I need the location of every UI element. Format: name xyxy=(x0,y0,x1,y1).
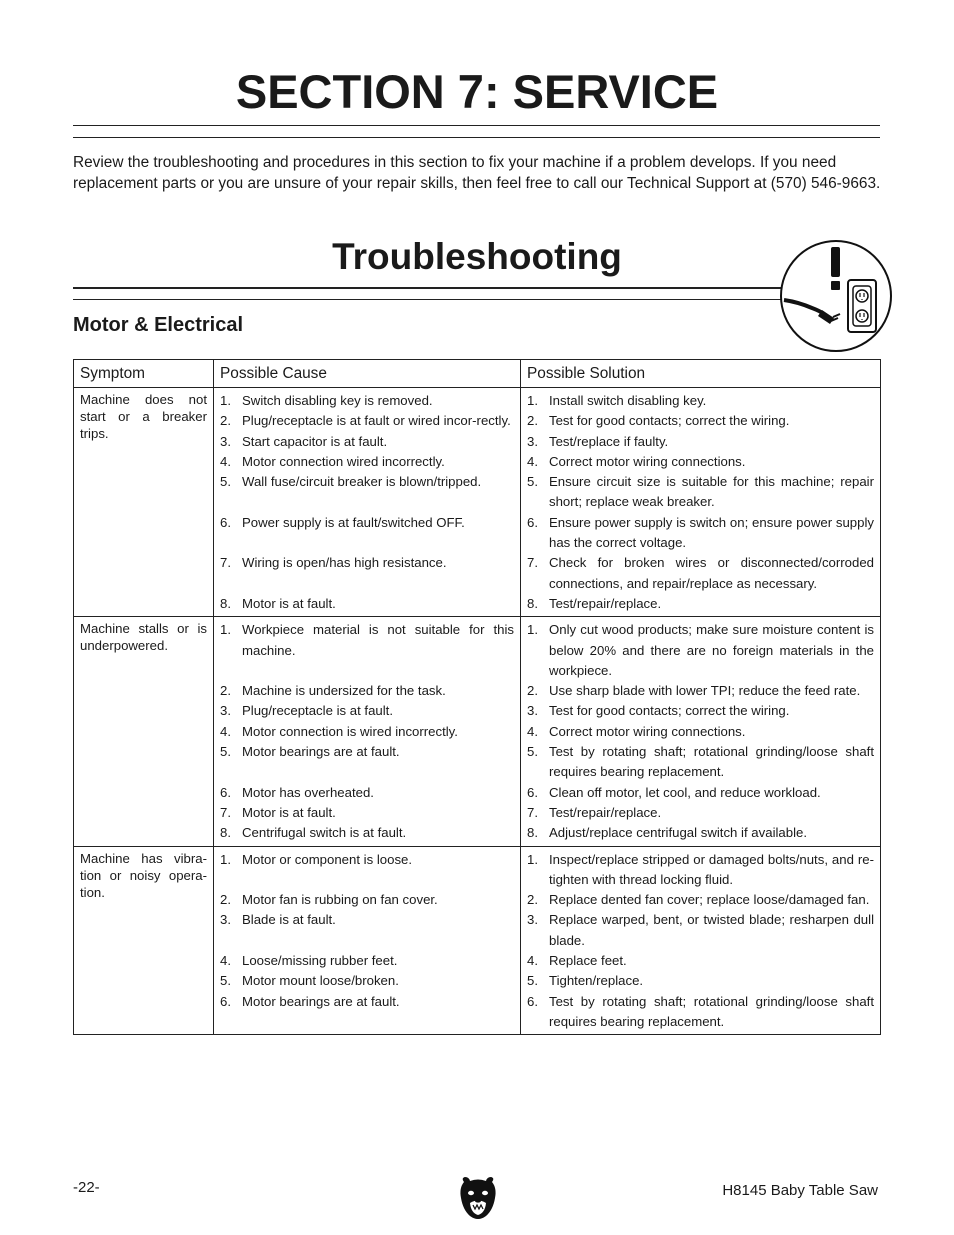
cause-text: Motor is at fault. xyxy=(242,804,336,820)
item-number: 2. xyxy=(527,413,538,429)
solution-item xyxy=(527,513,874,554)
cause-item xyxy=(220,850,514,891)
cause-list xyxy=(220,620,514,843)
cause-text: Motor fan is rubbing on fan cover. xyxy=(242,892,438,908)
solution-text: Tighten/replace. xyxy=(549,973,644,989)
cause-item xyxy=(220,890,514,910)
solution-text: Test for good contacts; correct the wiring. xyxy=(549,703,790,719)
solution-item xyxy=(527,472,874,513)
solution-list xyxy=(527,620,874,843)
solution-item xyxy=(527,783,874,803)
cause-text: Motor or component is loose. xyxy=(242,851,413,867)
item-number: 4. xyxy=(527,453,538,469)
item-number: 4. xyxy=(220,453,231,469)
cause-text: Switch disabling key is removed. xyxy=(242,393,433,408)
cause-text: Workpiece material is not suitable for this machine. xyxy=(242,622,514,658)
cause-text: Plug/receptacle is at fault or wired incor-rectly. xyxy=(242,413,511,429)
section-title: SECTION 7: SERVICE xyxy=(235,65,719,118)
item-number: 1. xyxy=(527,393,538,408)
cause-item xyxy=(220,992,514,1033)
solution-item xyxy=(527,701,874,721)
model-name: H8145 Baby Table Saw xyxy=(722,1182,878,1199)
item-number: 1. xyxy=(527,851,538,867)
solution-item xyxy=(527,742,874,783)
intro-paragraph: Review the troubleshooting and procedures in this section to fix your machine if a problem develops. If you need replacement parts or you are unsure of your repair skills, then feel free to call our Technical Support at (570) 546-9663. xyxy=(73,154,881,192)
solution-text: Use sharp blade with lower TPI; reduce the feed rate. xyxy=(549,683,861,699)
solution-text: Adjust/replace centrifugal switch if available. xyxy=(549,825,808,841)
solution-text: Only cut wood products; make sure moisture content is below 20% and there are no foreign materials in the workpiece. xyxy=(549,622,874,678)
cause-text: Centrifugal switch is at fault. xyxy=(242,825,407,841)
cause-item xyxy=(220,472,514,513)
cause-cell xyxy=(214,388,521,617)
item-number: 8. xyxy=(220,595,231,611)
cause-text: Motor connection is wired incorrectly. xyxy=(242,723,458,739)
item-number: 3. xyxy=(220,433,231,449)
cause-item xyxy=(220,910,514,951)
item-number: 2. xyxy=(220,413,231,429)
cause-item xyxy=(220,823,514,843)
solution-item xyxy=(527,951,874,971)
cause-text: Motor bearings are at fault. xyxy=(242,993,400,1009)
cause-list xyxy=(220,850,514,1033)
solution-item xyxy=(527,850,874,891)
cause-text: Motor has overheated. xyxy=(242,784,374,800)
cause-text: Motor bearings are at fault. xyxy=(242,744,400,760)
solution-text: Check for broken wires or disconnected/corroded connections, and repair/replace as necessary. xyxy=(549,555,874,591)
solution-item xyxy=(527,722,874,742)
cause-item xyxy=(220,742,514,783)
troubleshooting-rule-upper xyxy=(73,287,785,289)
cause-text: Wiring is open/has high resistance. xyxy=(242,555,447,571)
item-number: 1. xyxy=(220,393,231,408)
subsection-heading: Motor & Electrical xyxy=(73,314,244,336)
troubleshooting-table xyxy=(73,359,881,1035)
solution-item xyxy=(527,910,874,951)
title-rule-lower xyxy=(73,137,880,138)
solution-cell xyxy=(521,388,881,617)
cause-item xyxy=(220,391,514,411)
cause-item xyxy=(220,513,514,554)
item-number: 5. xyxy=(220,973,231,989)
item-number: 1. xyxy=(527,622,538,638)
cause-text: Power supply is at fault/switched OFF. xyxy=(242,514,465,530)
item-number: 2. xyxy=(220,683,231,699)
item-number: 6. xyxy=(527,784,538,800)
item-number: 5. xyxy=(527,973,538,989)
cause-item xyxy=(220,783,514,803)
cause-list xyxy=(220,391,514,614)
item-number: 7. xyxy=(220,555,231,571)
cause-item xyxy=(220,722,514,742)
item-number: 6. xyxy=(220,784,231,800)
title-rule-upper xyxy=(73,125,880,126)
solution-text: Test/repair/replace. xyxy=(549,595,662,611)
symptom-cell: Machine stalls or is underpowered. xyxy=(74,617,214,846)
symptom-cell: Machine does not start or a breaker trips. xyxy=(74,388,214,617)
cause-item xyxy=(220,701,514,721)
page-number: -22- xyxy=(73,1179,100,1196)
table-row xyxy=(74,388,881,617)
solution-item xyxy=(527,452,874,472)
item-number: 6. xyxy=(220,993,231,1009)
item-number: 5. xyxy=(527,744,538,760)
solution-item xyxy=(527,992,874,1033)
item-number: 3. xyxy=(527,703,538,719)
item-number: 6. xyxy=(527,993,538,1009)
solution-text: Test by rotating shaft; rotational grinding/loose shaft requires bearing replacement. xyxy=(549,744,874,780)
troubleshooting-rule-lower xyxy=(73,299,785,300)
solution-item xyxy=(527,594,874,614)
item-number: 4. xyxy=(527,953,538,969)
solution-item xyxy=(527,620,874,681)
symptom-cell: Machine has vibra-tion or noisy opera-tion. xyxy=(74,846,214,1035)
solution-text: Clean off motor, let cool, and reduce workload. xyxy=(549,784,821,800)
solution-item xyxy=(527,803,874,823)
item-number: 5. xyxy=(527,474,538,490)
cause-item xyxy=(220,411,514,431)
solution-text: Inspect/replace stripped or damaged bolts/nuts, and re-tighten with thread locking fluid. xyxy=(549,851,874,887)
cause-text: Machine is undersized for the task. xyxy=(242,683,446,699)
cause-item xyxy=(220,951,514,971)
solution-text: Correct motor wiring connections. xyxy=(549,723,746,739)
cause-item xyxy=(220,803,514,823)
item-number: 4. xyxy=(220,723,231,739)
solution-item xyxy=(527,681,874,701)
item-number: 3. xyxy=(220,703,231,719)
solution-text: Replace warped, bent, or twisted blade; resharpen dull blade. xyxy=(549,912,874,948)
item-number: 1. xyxy=(220,622,231,638)
table-row xyxy=(74,846,881,1035)
solution-text: Replace feet. xyxy=(549,953,627,969)
cause-cell xyxy=(214,846,521,1035)
item-number: 4. xyxy=(220,953,231,969)
item-number: 3. xyxy=(220,912,231,928)
solution-text: Replace dented fan cover; replace loose/damaged fan. xyxy=(549,892,870,908)
solution-text: Ensure power supply is switch on; ensure power supply has the correct voltage. xyxy=(549,514,874,551)
solution-item xyxy=(527,823,874,843)
column-header-symptom: Symptom xyxy=(74,360,214,388)
table-body xyxy=(74,388,881,1035)
solution-item xyxy=(527,890,874,910)
solution-list xyxy=(527,850,874,1033)
item-number: 2. xyxy=(527,892,538,908)
solution-text: Test/replace if faulty. xyxy=(549,433,669,449)
item-number: 8. xyxy=(220,825,231,841)
solution-list xyxy=(527,391,874,614)
cause-item xyxy=(220,594,514,614)
item-number: 7. xyxy=(220,804,231,820)
cause-text: Motor connection wired incorrectly. xyxy=(242,453,445,469)
troubleshooting-title: Troubleshooting xyxy=(332,236,622,277)
item-number: 8. xyxy=(527,595,538,611)
cause-text: Loose/missing rubber feet. xyxy=(242,953,398,969)
item-number: 3. xyxy=(527,912,538,928)
solution-item xyxy=(527,432,874,452)
cause-text: Blade is at fault. xyxy=(242,912,336,928)
warning-plug-outlet-icon xyxy=(778,238,894,354)
column-header-cause: Possible Cause xyxy=(214,360,521,388)
cause-item xyxy=(220,452,514,472)
solution-item xyxy=(527,411,874,431)
item-number: 2. xyxy=(527,683,538,699)
solution-text: Correct motor wiring connections. xyxy=(549,453,746,469)
item-number: 7. xyxy=(527,555,538,571)
solution-item xyxy=(527,553,874,594)
item-number: 6. xyxy=(527,514,538,530)
solution-cell xyxy=(521,846,881,1035)
cause-text: Wall fuse/circuit breaker is blown/tripped. xyxy=(242,474,482,490)
solution-item xyxy=(527,971,874,991)
solution-cell xyxy=(521,617,881,846)
cause-item xyxy=(220,432,514,452)
item-number: 7. xyxy=(527,804,538,820)
column-header-solution: Possible Solution xyxy=(521,360,881,388)
cause-text: Start capacitor is at fault. xyxy=(242,433,388,449)
cause-item xyxy=(220,620,514,681)
table-row xyxy=(74,617,881,846)
cause-text: Plug/receptacle is at fault. xyxy=(242,703,394,719)
cause-item xyxy=(220,971,514,991)
item-number: 4. xyxy=(527,723,538,739)
item-number: 8. xyxy=(527,825,538,841)
bear-head-logo-icon xyxy=(458,1176,498,1222)
solution-item xyxy=(527,391,874,411)
cause-item xyxy=(220,553,514,594)
solution-text: Test for good contacts; correct the wiring. xyxy=(549,413,790,429)
item-number: 1. xyxy=(220,851,231,867)
solution-text: Test by rotating shaft; rotational grinding/loose shaft requires bearing replacement. xyxy=(549,993,874,1029)
item-number: 2. xyxy=(220,892,231,908)
item-number: 3. xyxy=(527,433,538,449)
solution-text: Install switch disabling key. xyxy=(549,393,707,408)
cause-text: Motor mount loose/broken. xyxy=(242,973,399,989)
solution-text: Ensure circuit size is suitable for this machine; repair short; replace weak breaker. xyxy=(549,474,874,510)
cause-text: Motor is at fault. xyxy=(242,595,336,611)
cause-cell xyxy=(214,617,521,846)
solution-text: Test/repair/replace. xyxy=(549,804,662,820)
item-number: 5. xyxy=(220,474,231,490)
item-number: 6. xyxy=(220,514,231,530)
cause-item xyxy=(220,681,514,701)
item-number: 5. xyxy=(220,744,231,760)
